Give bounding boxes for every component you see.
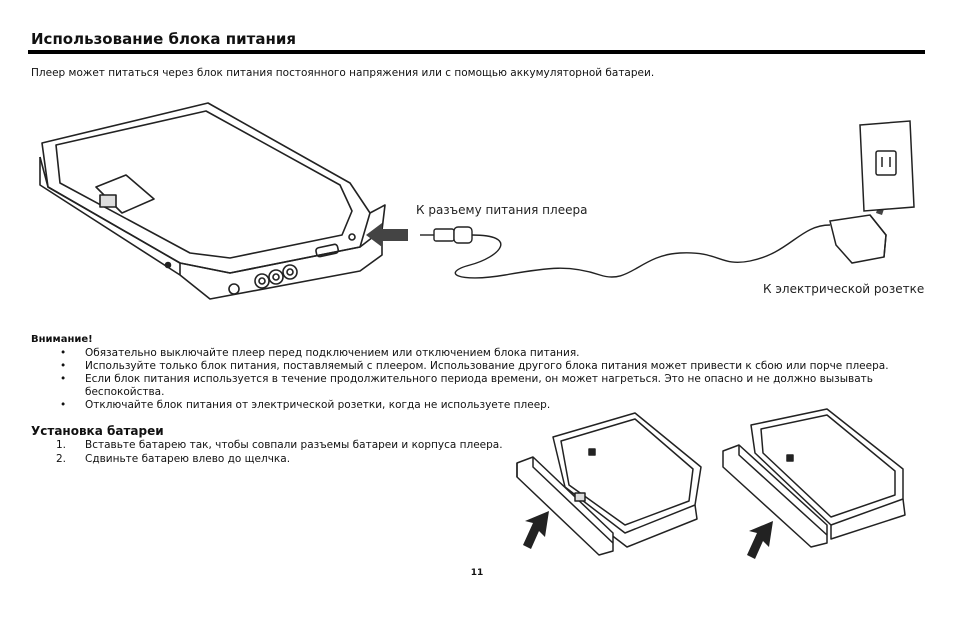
page-title: Использование блока питания (31, 30, 296, 48)
list-item: • Обязательно выключайте плеер перед подключением или отключением блока питания. (60, 347, 910, 360)
step-text: Вставьте батарею так, чтобы совпали разъемы батареи и корпуса плеера. (85, 439, 503, 451)
arrow-push-icon (523, 511, 549, 549)
power-adapter-illustration (30, 95, 930, 325)
arrow-push-icon (747, 521, 773, 559)
label-to-player: К разъему питания плеера (416, 203, 588, 217)
battery-steps (56, 439, 516, 466)
label-to-outlet: К электрической розетке (763, 282, 925, 296)
step-number: 1. (56, 439, 67, 451)
step-text: Сдвиньте батарею влево до щелчка. (85, 452, 291, 465)
list-item: • Если блок питания используется в течение продолжительного периода времени, он может нагреться. Это не опасно и не должно вызывать беспокойства. (60, 373, 910, 399)
battery-install-illustration (505, 405, 925, 570)
power-cable (455, 225, 830, 278)
list-item (56, 453, 516, 467)
list-item: • Используйте только блок питания, поставляемый с плеером. Использование другого блока питания может привести к сбою или порче плеера. (60, 360, 910, 373)
caution-heading: Внимание! (31, 334, 93, 345)
battery-heading: Установка батареи (31, 424, 164, 438)
title-underline (28, 50, 925, 54)
power-adapter (830, 215, 886, 263)
list-item (56, 439, 516, 453)
page-number: 11 (470, 568, 484, 578)
caution-list (60, 347, 910, 412)
intro-paragraph: Плеер может питаться через блок питания постоянного напряжения или с помощью аккумуляторной батареи. (31, 67, 655, 79)
step-number: 2. (56, 452, 67, 465)
arrow-to-player-icon (366, 223, 408, 247)
list-item: • Отключайте блок питания от электрической розетки, когда не используете плеер. (60, 399, 910, 412)
